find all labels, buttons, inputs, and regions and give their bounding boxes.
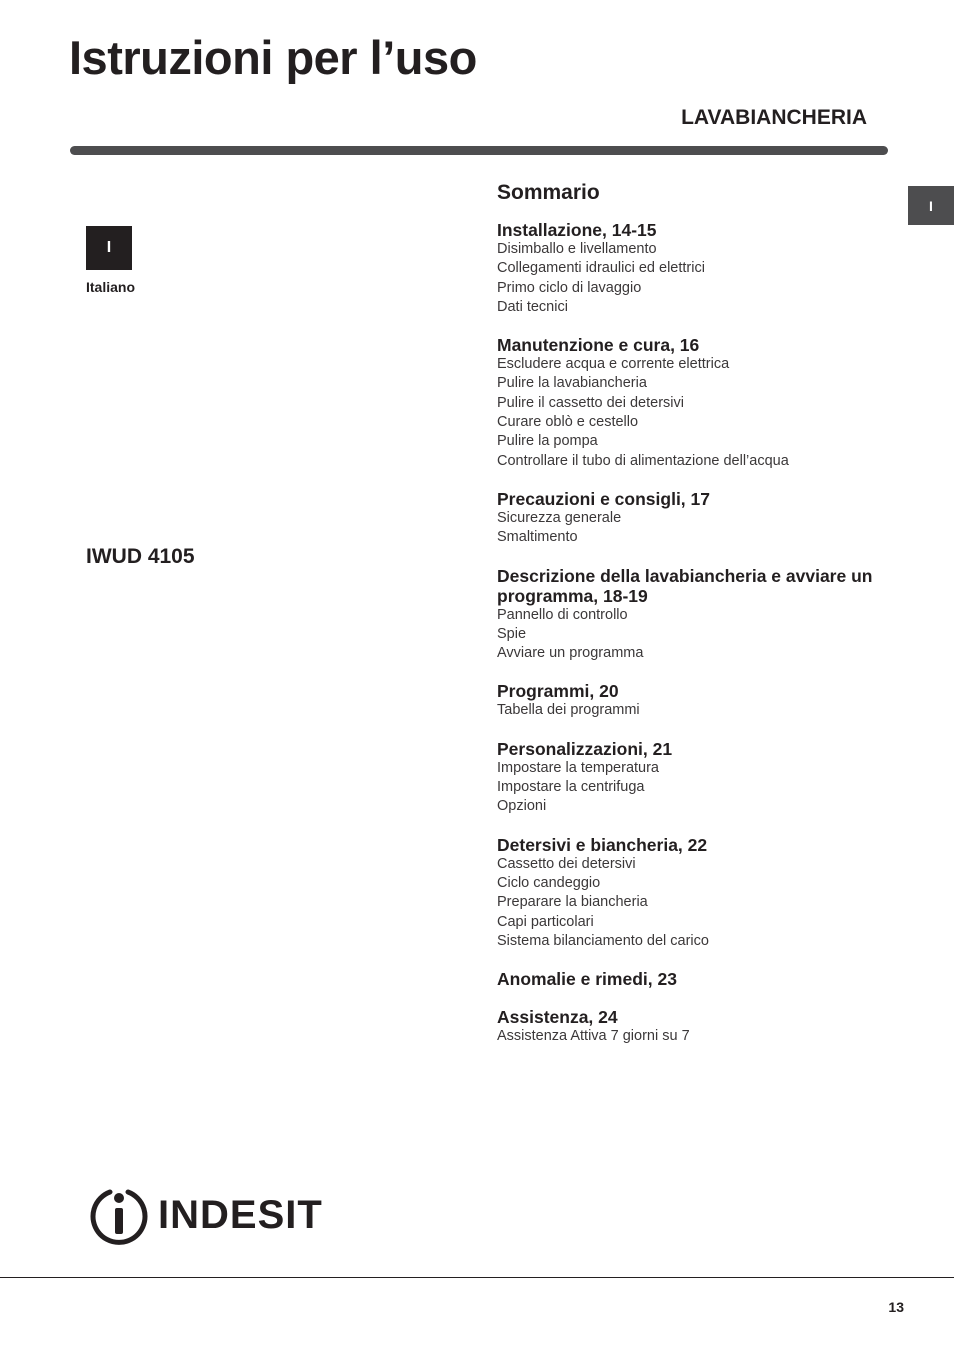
model-number: IWUD 4105 xyxy=(86,545,195,568)
toc-section xyxy=(497,489,897,548)
toc-item: Smaltimento xyxy=(497,529,578,546)
table-of-contents xyxy=(497,180,897,1064)
toc-item: Collegamenti idraulici ed elettrici xyxy=(497,260,705,277)
toc-item: Avviare un programma xyxy=(497,645,644,662)
toc-item: Tabella dei programmi xyxy=(497,702,640,719)
toc-item: Preparare la biancheria xyxy=(497,894,648,911)
toc-section-heading: Assistenza, 24 xyxy=(497,1007,618,1028)
toc-section-heading: Manutenzione e cura, 16 xyxy=(497,335,700,356)
toc-section xyxy=(497,681,897,720)
toc-item: Escludere acqua e corrente elettrica xyxy=(497,356,730,373)
toc-title: Sommario xyxy=(497,181,600,204)
footer-divider xyxy=(0,1277,954,1278)
toc-section xyxy=(497,1007,897,1046)
toc-item: Assistenza Attiva 7 giorni su 7 xyxy=(497,1028,690,1045)
toc-item: Sicurezza generale xyxy=(497,509,622,526)
toc-section-heading: Programmi, 20 xyxy=(497,681,619,702)
toc-item: Impostare la centrifuga xyxy=(497,779,645,796)
toc-item: Pulire la lavabiancheria xyxy=(497,375,647,392)
language-badge: I xyxy=(86,226,132,270)
language-side-tab: I xyxy=(908,186,954,225)
toc-section-heading: Descrizione della lavabiancheria e avviare un programma, 18-19 xyxy=(497,565,873,606)
toc-item: Spie xyxy=(497,625,527,642)
indesit-logo-icon xyxy=(88,1184,150,1246)
toc-section-heading: Anomalie e rimedi, 23 xyxy=(497,969,677,990)
toc-item: Pannello di controllo xyxy=(497,606,628,623)
toc-item: Impostare la temperatura xyxy=(497,759,659,776)
toc-section xyxy=(497,835,897,951)
language-label: Italiano xyxy=(86,279,136,295)
toc-section-heading: Personalizzazioni, 21 xyxy=(497,738,673,759)
toc-section xyxy=(497,969,897,989)
toc-item: Cassetto dei detersivi xyxy=(497,855,636,872)
brand-logo xyxy=(88,1184,323,1246)
toc-item: Capi particolari xyxy=(497,913,594,930)
toc-item: Controllare il tubo di alimentazione dell’acqua xyxy=(497,452,789,469)
toc-item: Disimballo e livellamento xyxy=(497,241,657,257)
toc-item: Opzioni xyxy=(497,798,547,815)
toc-item: Dati tecnici xyxy=(497,298,568,315)
toc-section xyxy=(497,739,897,817)
toc-item: Primo ciclo di lavaggio xyxy=(497,279,642,296)
toc-item: Pulire il cassetto dei detersivi xyxy=(497,394,684,411)
product-category: LAVABIANCHERIA xyxy=(681,106,867,129)
page-number: 13 xyxy=(888,1299,904,1315)
toc-section xyxy=(497,566,897,664)
toc-section-heading: Precauzioni e consigli, 17 xyxy=(497,488,710,509)
toc-item: Pulire la pompa xyxy=(497,433,598,450)
toc-section-heading: Detersivi e biancheria, 22 xyxy=(497,834,708,855)
toc-sections xyxy=(497,220,897,1046)
toc-section xyxy=(497,220,897,317)
toc-item: Sistema bilanciamento del carico xyxy=(497,932,709,949)
brand-name: INDESIT xyxy=(158,1193,323,1237)
toc-item: Ciclo candeggio xyxy=(497,874,601,891)
toc-item: Curare oblò e cestello xyxy=(497,414,639,431)
toc-section xyxy=(497,335,897,471)
toc-section-heading: Installazione, 14-15 xyxy=(497,220,657,240)
header-divider xyxy=(70,146,888,155)
page-title: Istruzioni per l’uso xyxy=(69,31,477,84)
